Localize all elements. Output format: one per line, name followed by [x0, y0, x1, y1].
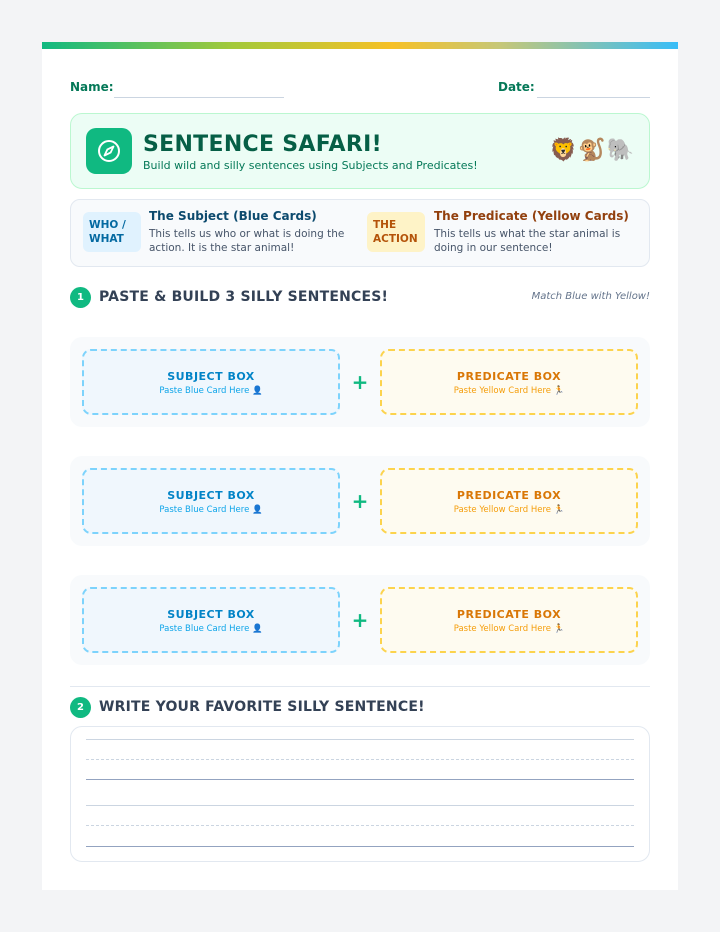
predicate-tag: THE ACTION — [367, 212, 425, 252]
subject-box-hint: Paste Blue Card Here 👤 — [159, 624, 263, 634]
sentence-row — [70, 456, 650, 546]
sentence-row — [70, 337, 650, 427]
sentence-row — [70, 575, 650, 665]
predicate-box-title: PREDICATE BOX — [456, 370, 562, 383]
section-1-title: PASTE & BUILD 3 SILLY SENTENCES! — [99, 289, 389, 305]
section-number-badge: 2 — [70, 697, 91, 718]
gradient-top-bar — [42, 42, 678, 49]
writing-area[interactable] — [70, 726, 650, 862]
writing-mid-line — [86, 759, 634, 760]
predicate-legend-body: This tells us what the star animal is doing in our sentence! — [434, 228, 621, 254]
section-2-title: WRITE YOUR FAVORITE SILLY SENTENCE! — [99, 699, 425, 715]
predicate-box[interactable] — [380, 587, 638, 653]
date-label: Date: — [498, 80, 535, 94]
subject-box-hint: Paste Blue Card Here 👤 — [159, 505, 263, 515]
writing-base-line — [86, 779, 634, 780]
subject-legend-title: The Subject (Blue Cards) — [149, 209, 317, 223]
subject-box[interactable] — [82, 587, 340, 653]
subject-box[interactable] — [82, 468, 340, 534]
title-banner — [70, 113, 650, 189]
legend-panel — [70, 199, 650, 267]
section-2-header — [70, 697, 650, 719]
page-subtitle: Build wild and silly sentences using Subjects and Predicates! — [143, 159, 478, 172]
predicate-box-title: PREDICATE BOX — [456, 489, 562, 502]
predicate-box[interactable] — [380, 349, 638, 415]
subject-box-title: SUBJECT BOX — [167, 608, 255, 621]
animal-emoji-group: 🦁🐒🐘 — [549, 138, 635, 163]
name-field[interactable] — [114, 97, 284, 98]
subject-box-hint: Paste Blue Card Here 👤 — [159, 386, 263, 396]
page-title: SENTENCE SAFARI! — [143, 132, 382, 157]
section-divider — [70, 686, 650, 687]
writing-base-line — [86, 846, 634, 847]
writing-top-line — [86, 739, 634, 740]
predicate-box-title: PREDICATE BOX — [456, 608, 562, 621]
plus-sign: + — [351, 608, 369, 632]
subject-box[interactable] — [82, 349, 340, 415]
plus-sign: + — [351, 370, 369, 394]
date-field[interactable] — [537, 97, 650, 98]
predicate-box[interactable] — [380, 468, 638, 534]
predicate-legend-title: The Predicate (Yellow Cards) — [434, 209, 629, 223]
predicate-box-hint: Paste Yellow Card Here 🏃 — [453, 624, 565, 634]
subject-box-title: SUBJECT BOX — [167, 370, 255, 383]
writing-mid-line — [86, 825, 634, 826]
subject-legend-body: This tells us who or what is doing the action. It is the star animal! — [149, 228, 345, 254]
writing-top-line — [86, 805, 634, 806]
subject-box-title: SUBJECT BOX — [167, 489, 255, 502]
subject-tag: WHO / WHAT — [83, 212, 141, 252]
section-1-note: Match Blue with Yellow! — [531, 291, 650, 302]
predicate-box-hint: Paste Yellow Card Here 🏃 — [453, 386, 565, 396]
compass-icon — [86, 128, 132, 174]
section-number-badge: 1 — [70, 287, 91, 308]
predicate-box-hint: Paste Yellow Card Here 🏃 — [453, 505, 565, 515]
plus-sign: + — [351, 489, 369, 513]
section-1-header — [70, 287, 650, 309]
worksheet-page — [42, 42, 678, 890]
name-date-row — [70, 80, 650, 102]
name-label: Name: — [70, 80, 114, 94]
